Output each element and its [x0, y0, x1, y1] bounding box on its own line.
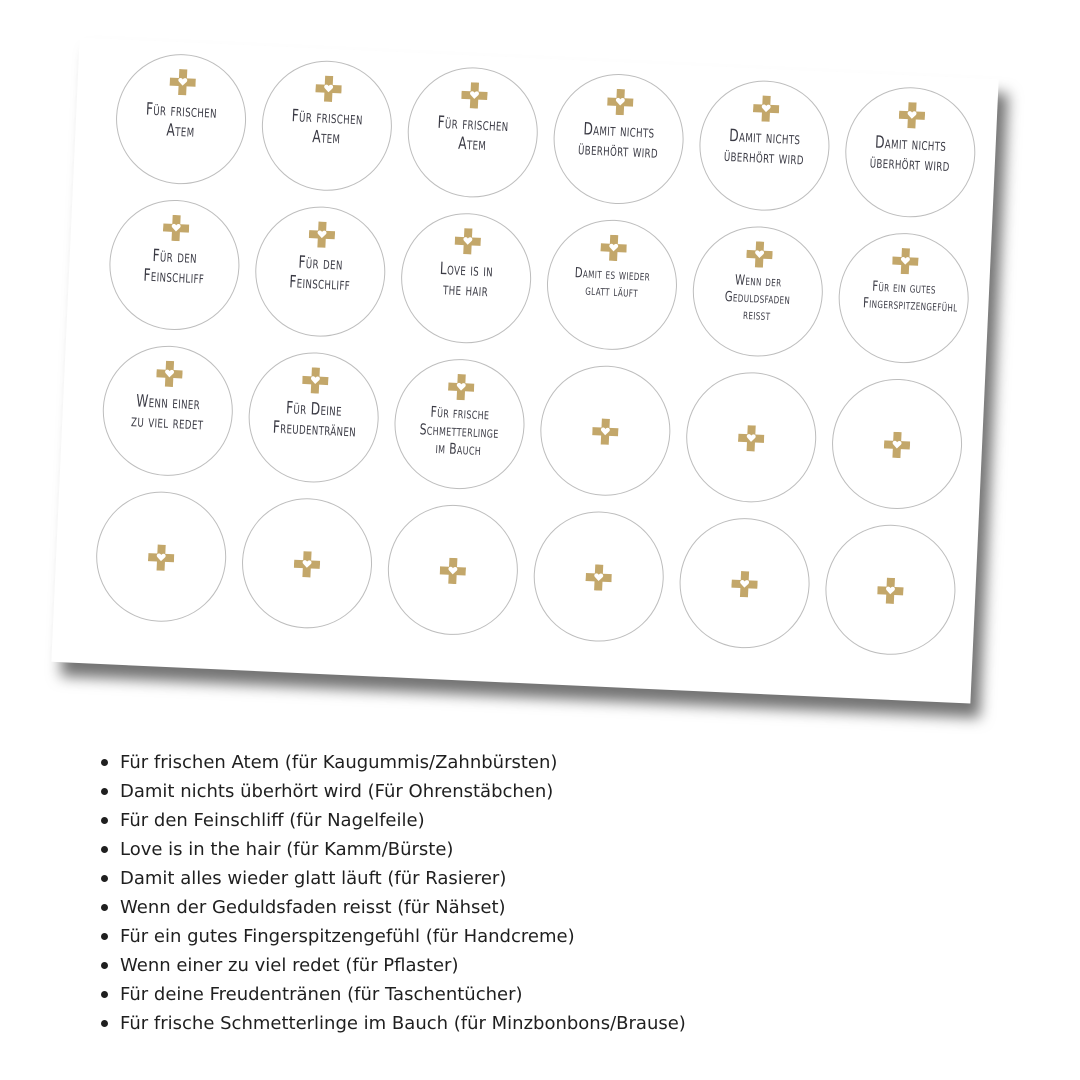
- sticker-label-line: Damit nichts: [728, 126, 801, 150]
- sticker-label: [425, 258, 507, 302]
- usage-list: [98, 748, 686, 1038]
- sticker-label: [869, 132, 951, 176]
- sticker: [405, 65, 541, 201]
- plus-heart-icon: [461, 82, 488, 109]
- sticker-label: [286, 106, 368, 150]
- sticker: [842, 84, 978, 220]
- sticker-label: [126, 391, 208, 435]
- plus-heart-icon: [169, 69, 196, 96]
- plus-heart-icon: [738, 425, 765, 452]
- sticker: [697, 78, 833, 214]
- list-item: Für deine Freudentränen (für Taschentücher): [98, 980, 686, 1009]
- sticker: [385, 502, 521, 638]
- sticker: [259, 58, 395, 194]
- sticker-label: [571, 265, 653, 302]
- sticker-label-line: Für den: [298, 252, 344, 275]
- plus-heart-icon: [607, 88, 634, 115]
- sticker-label: [862, 278, 958, 316]
- plus-heart-icon: [585, 564, 612, 591]
- plus-heart-icon: [308, 221, 335, 248]
- sticker-label-line: the hair: [442, 279, 489, 302]
- list-item: Wenn einer zu viel redet (für Pflaster): [98, 951, 686, 980]
- plus-heart-icon: [592, 418, 619, 445]
- sticker-label: [723, 126, 805, 170]
- sticker-label: [272, 398, 357, 442]
- plus-heart-icon: [156, 360, 183, 387]
- sticker-label-line: Wenn einer: [135, 391, 201, 415]
- sticker-label-line: Damit es wieder: [574, 265, 651, 285]
- sticker: [392, 356, 528, 492]
- sticker-label-line: Für frischen: [437, 112, 510, 136]
- sticker-label-line: Atem: [311, 127, 341, 149]
- list-item: Für frische Schmetterlinge im Bauch (für Minzbonbons/Brause): [98, 1009, 686, 1038]
- sticker-label: [133, 245, 215, 289]
- sticker-label-line: im Bauch: [435, 439, 482, 460]
- sticker-label-line: Wenn der: [734, 272, 782, 291]
- list-item: Love is in the hair (für Kamm/Bürste): [98, 835, 686, 864]
- plus-heart-icon: [302, 367, 329, 394]
- sticker-label-line: Geduldsfaden reisst: [724, 288, 791, 324]
- list-item: Für den Feinschliff (für Nagelfeile): [98, 806, 686, 835]
- sticker: [823, 522, 959, 658]
- sticker-label-line: Love is in: [439, 259, 494, 282]
- sticker-label-line: Atem: [457, 134, 487, 156]
- sticker-label-line: Damit nichts: [874, 132, 947, 156]
- sticker-label-line: überhört wird: [869, 152, 951, 177]
- sticker: [683, 369, 819, 505]
- sticker: [829, 376, 965, 512]
- sticker-label-line: Für Deine: [285, 398, 343, 421]
- list-item: Für ein gutes Fingerspitzengefühl (für Handcreme): [98, 922, 686, 951]
- plus-heart-icon: [600, 234, 627, 261]
- sticker-label-line: überhört wird: [577, 139, 659, 164]
- sticker-label-line: Für den: [152, 246, 198, 268]
- plus-heart-icon: [892, 248, 919, 275]
- sticker: [252, 204, 388, 340]
- sticker: [93, 489, 229, 625]
- sticker-label-line: Für frischen: [145, 99, 218, 123]
- plus-heart-icon: [448, 374, 475, 401]
- plus-heart-icon: [148, 544, 175, 571]
- sticker: [246, 350, 382, 486]
- sticker-label-line: Damit nichts: [582, 119, 655, 143]
- plus-heart-icon: [163, 214, 190, 241]
- sticker-label-line: Für ein gutes: [872, 278, 937, 298]
- sticker: [677, 515, 813, 651]
- sticker-label-line: Freudentränen: [272, 418, 357, 442]
- sticker: [398, 210, 534, 346]
- sticker-label: [140, 99, 222, 143]
- plus-heart-icon: [883, 431, 910, 458]
- sticker: [100, 343, 236, 479]
- sticker-label-line: Atem: [166, 120, 195, 143]
- plus-heart-icon: [877, 577, 904, 604]
- plus-heart-icon: [746, 241, 773, 268]
- sticker-label-line: Feinschliff: [288, 272, 351, 296]
- list-item: Damit nichts überhört wird (Für Ohrenstäbchen): [98, 777, 686, 806]
- plus-heart-icon: [439, 557, 466, 584]
- sticker-label-line: Feinschliff: [143, 265, 205, 289]
- sticker: [544, 217, 680, 353]
- sticker: [690, 224, 826, 360]
- sticker-label: [279, 252, 361, 296]
- plus-heart-icon: [454, 228, 481, 255]
- sticker-label: [431, 113, 513, 157]
- sticker: [107, 197, 243, 333]
- sticker-label-line: Für frischen: [291, 106, 364, 130]
- sticker-label: [577, 119, 659, 163]
- sticker: [836, 230, 972, 366]
- plus-heart-icon: [293, 551, 320, 578]
- sticker: [531, 509, 667, 645]
- plus-heart-icon: [898, 102, 925, 129]
- sticker-label-line: glatt läuft: [584, 282, 639, 301]
- list-item: Wenn der Geduldsfaden reisst (für Nähset): [98, 893, 686, 922]
- sticker-sheet: [51, 37, 998, 703]
- plus-heart-icon: [315, 75, 342, 102]
- sticker: [551, 71, 687, 207]
- list-item: Damit alles wieder glatt läuft (für Rasierer): [98, 864, 686, 893]
- sticker-label: [716, 272, 799, 326]
- sticker-label-line: Schmetterlinge: [419, 420, 500, 442]
- plus-heart-icon: [753, 95, 780, 122]
- sticker-label-line: überhört wird: [723, 146, 805, 170]
- sticker: [239, 495, 375, 631]
- sticker-label-line: zu viel redet: [130, 411, 204, 435]
- sticker-label-line: Fingerspitzengefühl: [862, 295, 958, 316]
- sticker-label: [418, 402, 501, 460]
- sticker: [537, 363, 673, 499]
- sticker: [113, 51, 249, 187]
- list-item: Für frischen Atem (für Kaugummis/Zahnbürsten): [98, 748, 686, 777]
- sticker-label-line: Für frische: [430, 402, 490, 424]
- plus-heart-icon: [731, 571, 758, 598]
